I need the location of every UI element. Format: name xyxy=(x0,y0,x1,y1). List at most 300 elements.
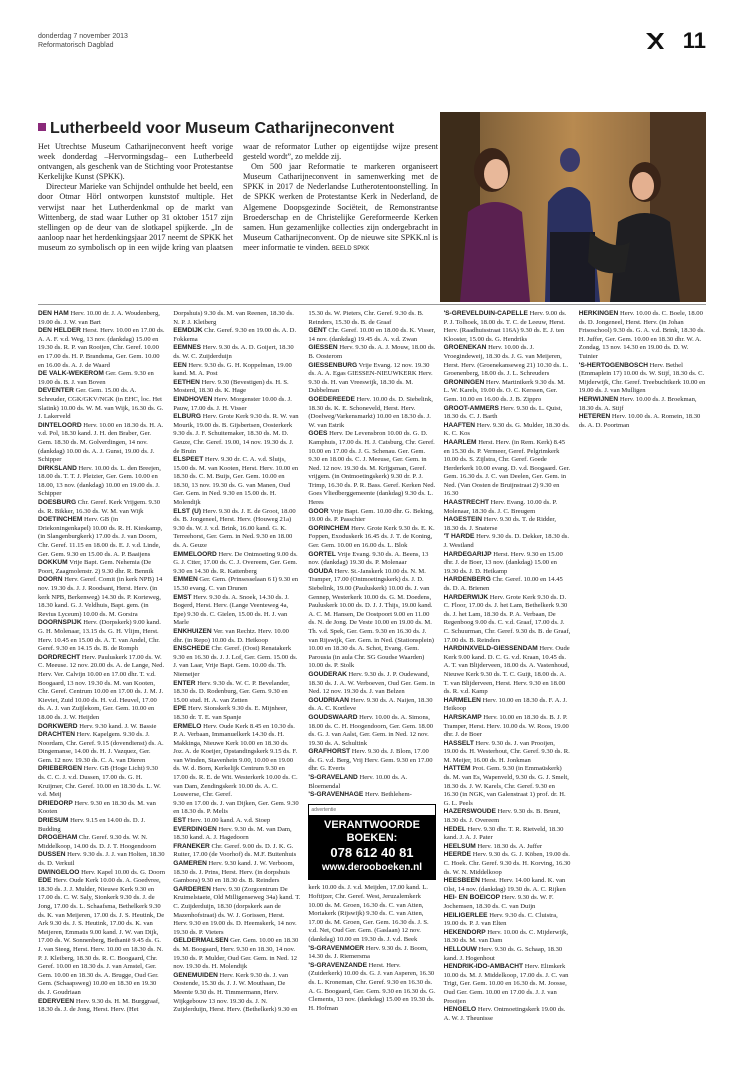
listing-place: DWINGELOO xyxy=(38,868,80,876)
listing-services: Chr. Geref. 10.00 en 14.45 ds. D. A. Brienen xyxy=(443,576,563,592)
listing-entry xyxy=(38,327,165,370)
page-number: 11 xyxy=(682,28,706,53)
listing-services: Vrije Bapt. Gem. 10.00 dhr. G. Beking, 19.00 ds. P. Passchier xyxy=(308,507,434,524)
listing-entry xyxy=(444,826,571,843)
listing-place: GORTEL xyxy=(308,550,336,558)
listing-place: GIESSENBURG xyxy=(308,361,358,369)
listing-entry xyxy=(444,594,571,646)
listing-entry xyxy=(38,516,165,559)
listing-place: EMST xyxy=(173,593,192,601)
listing-entry xyxy=(38,817,165,834)
listing-place: EEMNES xyxy=(173,344,202,352)
listing-services: Herv. 10.00 ds. D. Siebelink, 18.30 ds. K. E. Schoneveld, Herst. Herv. (Doelweg/Varkensmarkt) 10.00 en 18.30 ds. J. W. van Estrik xyxy=(308,395,433,429)
listing-services: Chr. Geref. 9.00 ds. D. J. K. G. Ruiter, 17.00 (de Voorhof) ds. M.F. Buitenhuis xyxy=(173,842,297,859)
listing-place: GORINCHEM xyxy=(308,524,350,532)
listing-entry xyxy=(173,379,300,396)
listing-services: Ver. van Rechtz. Herv. 10.00 dhr. (in Repo) 10.00 ds. D. Heikoop xyxy=(173,627,289,644)
listing-place: HEI- EN BOEICOP xyxy=(443,894,500,902)
listing-place: EINDHOVEN xyxy=(173,395,213,403)
article-paragraph: Directeur Marieke van Schijndel onthulde het beeld, een door Otmar Hörl ontworpen kunststof multiple. Het verwijst naar het Lutherdenkmal op de markt van Wittenberg, de stad waar Luther op 31 oktober 1517 zijn stellingen op de deur van de slotkapel spijkerde. „In de aanloop naar het herdenkingsjaar 2017 neemt de SPKK het museum zo symbolisch op in een wijde kring van plaatsen waar de reformator Luther op eigentijdse wijze present gesteld wordt”, zo meldde zij. xyxy=(38,142,438,252)
listing-services: Herv. St.-Janskerk 10.00 ds. N. M. Tramper, 17.00 (Ontmoetingskerk) ds. J. D. Siebelink, 19.00 (Pauluskerk) 10.00 ds. J. van Gennep, Westerkerk 10.00 ds. G. M. Doedens, Pauluskerk 10.00 ds. D. J. J. Thijs, 19.00 kand. A. C. M. Hansen, De Oostpoort 9.00 en 11.00 ds. N. de Jong. De Veste 10.00 en 19.00 ds. M. Th. v.d. Spek, Ger. Gem. 9.30 en 16.30 ds. J. van Rijswijk, Ger. Gem. in Ned. (Stationsplein) 10.00 en 18.30 ds. A. Schot, Evang. Gem. Parousia (in aula Chr. SG Goudse Waarden) 10.00 ds. P. Stolk xyxy=(308,567,435,670)
listing-entry xyxy=(444,843,571,852)
listing-place: HERKINGEN xyxy=(578,310,619,317)
listing-entry xyxy=(173,576,300,593)
listing-services: Chr. Geref. 9.30 en 19.00 ds. A. D. Fokkema xyxy=(173,327,297,343)
listing-place: HATTEM xyxy=(443,765,471,773)
listing-entry xyxy=(38,465,165,499)
listing-place: GOUDERAK xyxy=(308,670,347,678)
listing-place: HETEREN xyxy=(578,413,611,421)
listing-services: Herv. Morgenster 10.00 ds. J. Pauw, 17.00 ds. J. H. Visser xyxy=(173,395,292,412)
listing-services: Herv. 9.30 ds. B. Brunt, 18.30 ds. J. Overeem xyxy=(443,808,561,825)
listing-place: HARDERWIJK xyxy=(443,593,489,601)
listing-entry xyxy=(173,456,300,508)
article-photo xyxy=(440,112,706,302)
listing-place: HEDEL xyxy=(443,825,466,833)
listing-services: Herv. (Dorpskerk) 9.00 kand. G. H. Molenaar, 13.15 ds. G. H. Vlijm, Herst. Herv. 10.45 en 15.00 ds. A. T. van Andel, Chr. Geref. 9.30 en 14.15 ds. B. de Romph xyxy=(38,619,161,653)
listing-place: EVERDINGEN xyxy=(173,825,217,833)
listing-services: Herv. Oude Kerk 8.45 en 10.30 ds. P. A. Verbaan, Immanuelkerk 14.30 ds. H. Makkinga, Nieuwe Kerk 10.00 en 18.30 ds. Joz. A. de Koeijer, Opstandingskerk 9.15 ds. F. van Winden, Stavenhein 9.00, 10.00 en 19.00 ds. W. d. Born, Kerkelijk Centrum 9.30 en 17.00 ds. R. E. de Wit. Westerkerk 10.00 ds. C. van Dam, Zendingskerk 10.00 ds. A. C. Louwerse, Chr. Geref. xyxy=(173,722,298,799)
listing-entry xyxy=(308,774,435,791)
listing-place: DORDRECHT xyxy=(38,653,81,661)
listing-place: EEN xyxy=(173,361,187,369)
listing-services: Prot. Gem. 9.30 (in Emmaüskerk) ds. M. van Es, Wapenveld, 9.30 ds. G. J. Smelt, 18.30 ds. J. W. Karels, Chr. Geref. 9.30 en 16.30 (in NGK, van Galenstraat 1) prof. dr. H. G. L. Peels xyxy=(443,765,569,807)
listing-place: EMMEN xyxy=(173,576,198,584)
listing-entry xyxy=(444,963,571,1006)
article-body xyxy=(38,142,438,254)
listing-place: EDE xyxy=(38,877,52,885)
listing-entry xyxy=(579,396,706,413)
listing-services: Herv. 9.30 ds. J. Blom, 17.00 ds. G. v.d. Berg, Vrij Herv. Gem. 9.30 en 17.00 dhr. G. Everts xyxy=(308,748,433,773)
listing-entry xyxy=(444,379,571,405)
paper-logo-icon xyxy=(644,30,666,52)
listing-entry xyxy=(444,533,571,550)
listing-place: GRAFHORST xyxy=(308,748,351,756)
listing-entry xyxy=(579,310,706,362)
listing-services: Chr. Geref. 9.30 ds. W. N. Middelkoop, 14.00 ds. D. J. T. Hoogendoorn xyxy=(38,834,157,850)
listing-services: Herv. 9.30 ds. A. D. Goijert, 18.30 ds. W. C. Zuijderduijn xyxy=(173,344,294,360)
listing-place: HAARLEM xyxy=(443,438,477,446)
listing-entry xyxy=(444,516,571,533)
listing-entry xyxy=(308,945,435,962)
listing-entry xyxy=(38,576,165,619)
listing-entry xyxy=(38,800,165,817)
listing-services: Herv. Bethlehem- xyxy=(364,791,412,799)
listing-entry xyxy=(38,499,165,516)
listing-entry xyxy=(444,439,571,499)
listing-services: Ger. Gem. (Prinsesselaan 6 I) 9.30 en 15.30 evang. C. van Drunen xyxy=(173,576,299,592)
listing-services: Chr. Geref. (Oost) Renatakerk 9.30 en 16.30 ds. J. J. Lof, Ger. Gem. 15.00 ds. J. van Laar, Vrije Bapt. Gem. 10.00 ds. Th. Niemeijer xyxy=(173,645,298,678)
listing-entry xyxy=(173,551,300,577)
listing-services: Herv. Kapelgem. 9.30 ds. J. Noordam, Chr. Geref. 9.15 (dovendienst) ds. A. Dingemanse, 14.00 ds. H. J. Vazquez, Ger. Gem. 12 nov. 19.30 ds. C. A. van Dieren xyxy=(38,731,164,764)
ad-label: advertentie xyxy=(309,805,434,816)
listing-place: GRONINGEN xyxy=(443,378,485,386)
listing-services: Herv. 10.00 ds. C. Mijderwijk, 18.30 ds. M. van Dam xyxy=(443,928,569,945)
listing-entry xyxy=(38,654,165,723)
listing-services: Herst. Herv. (in Rem. Kerk) 8.45 en 15.30 ds. P. Vermeer, Geref. Pelgrimkerk 10.00 ds. S. Zijlstra, Chr. Geref. Goede Herderkerk 10.00 evang. D. v.d. Boogaard. Ger. Gem. 16.30 ds. J. C. van Deelen, Ger. Gem. in Ned. (Van Oosten de Bruijnstraat 2) 9.30 en 16.30 xyxy=(443,438,571,498)
listing-entry xyxy=(173,413,300,456)
listing-entry xyxy=(444,310,571,344)
listing-services: Herv. 10.00 ds. A. Romein, 18.30 ds. A. D. Poortman xyxy=(578,413,701,429)
listing-place: ELSPEET xyxy=(173,456,204,464)
listing-place: HARSKAMP xyxy=(443,713,482,721)
listing-entry xyxy=(173,705,300,722)
listing-services: Herv. Pauluskerk 17.00 ds. W. C. Meeuse. 12 nov. 20.00 ds. A. de Lange, Ned. Herv. Ver. Calvijn 10.00 en 17.00 dhr. T. v.d. Boogaard, 13 nov. 19.30 ds. M. van Kooten, Chr. Geref. Centrum 10.00 en 17.00 ds. J. M. J. Kieviet, Zuid 10.00 ds. H. v.d. Heuvel, 17.00 ds. A. J. van Zuijlekom, Ger. Gem. 10.00 en 18.00 ds. J. W. Heijden xyxy=(38,653,165,721)
listing-entry xyxy=(308,396,435,430)
listing-entry xyxy=(444,576,571,593)
listing-place: FRANEKER xyxy=(173,842,210,850)
listing-entry xyxy=(173,843,300,860)
listing-services: Herv. Evang. 10.00 ds. P. Molenaar, 18.30 ds. J. C. Breugem xyxy=(443,499,558,515)
listing-services: Herv. 9.30 kand. J. W. Verboom, 18.30 ds. J. Prins, Herst. Herv. (in dorpshuis Gambora) 9.30 en 18.30 ds. B. Reinders xyxy=(173,860,295,885)
listing-services: Herv. 10.00 en 18.30 ds. F. A. J. Heikoop xyxy=(443,696,567,713)
listing-place: HARDEGARIJP xyxy=(443,550,492,558)
listing-services: Herv. 9.30 dhr. T. R. Rietveld, 18.30 kand. J. A. J. Pater xyxy=(443,825,564,842)
listing-place: HEKENDORP xyxy=(443,928,486,936)
listing-services: Herv. GB (in Driekoningenkapel) 10.00 ds. R. H. Kieskamp, (in Slangenburgkerk) 17.00 ds. J. van Doorn, Chr. Geref. 11.15 en 18.00 ds. E. J. v.d. Linde, Ger. Gem. 9.30 en 15.00 ds. A. P. Baaijens xyxy=(38,516,163,558)
listing-place: DROGEHAM xyxy=(38,834,78,842)
listing-services: Ger. Gem. 10.00 en 18.30 ds. M. Boogaard, Herv. 9.30 en 18.30, 14 nov. 19.30 ds. P. Mulder, Oud Ger. Gem. in Ned. 12 nov. 19.30 ds. H. Molendijk xyxy=(173,937,299,971)
listing-entry xyxy=(308,884,435,944)
ad-url: www.derooboeken.nl xyxy=(321,862,423,874)
listing-place: HENDRIK-IDO-AMBACHT xyxy=(443,963,524,971)
listing-entry xyxy=(444,765,571,808)
listing-entry xyxy=(308,671,435,697)
listing-entry xyxy=(38,834,165,851)
listing-place: HARDINXVELD-GIESSENDAM xyxy=(443,645,538,653)
listing-place: EST xyxy=(173,817,187,825)
listing-place: GOUDSWAARD xyxy=(308,713,358,721)
article-headline xyxy=(38,120,428,138)
listing-place: GOUDRIAAN xyxy=(308,696,350,704)
listing-place: HAASTRECHT xyxy=(443,499,489,507)
listing-services: Herv. GB (Hoge Licht) 9.30 ds. C. C. J. v.d. Dussen, 17.00 ds. G. H. Kruijmer, Chr. Geref. 10.00 en 18.30 ds. L. W. v.d. Meij xyxy=(38,765,161,799)
listing-services: Herv. 9.00 ds. P. J. Tolhoek, 18.00 ds. T. C. de Leeuw, Herst. Herv. (Raadhuisstraat 116A) 9.30 ds. E. J. ten Klooster, 15.00 ds. G. Hendriks xyxy=(443,310,567,343)
masthead xyxy=(38,28,706,54)
listing-services: Vrije Evang. 12 nov. 19.30 ds. A. A. Egas GIESSEN-NIEUWKERK Herv. 9.30 ds. H. van Vreeswijk, 18.30 ds. M. Dubbelman xyxy=(308,361,433,395)
listing-services: Herv. 9.30 ds. T. de Ridder, 18.30 ds. J. Snaterse xyxy=(443,516,557,532)
listing-services: Herv. 9.30 ds. G. Schaap, 18.30 kand. J. Hogenhout xyxy=(443,945,563,962)
listing-services: Herst. Herv. 9.30 en 15.00 dhr. J. de Boer, 13 nov. (dankdag) 15.00 en 19.30 ds. J. D. Heikamp xyxy=(443,550,563,575)
listing-place: 'S-HERTOGENBOSCH xyxy=(578,361,648,369)
listing-place: ENSCHEDE xyxy=(173,645,210,653)
listing-entry xyxy=(444,946,571,963)
listing-services: Herv. 9.30 ds. G. Mulder, 18.30 ds. K. C. Kos xyxy=(443,421,570,438)
listing-place: HAZERSWOUDE xyxy=(443,808,496,816)
listing-place: GROENEKAN xyxy=(443,344,487,352)
listing-entry xyxy=(173,344,300,361)
listing-place: HEILIGERLEE xyxy=(443,911,488,919)
listing-entry xyxy=(308,508,435,525)
listing-place: 'S-GRAVENMOER xyxy=(308,944,365,952)
listing-services: Herv. 9.30 ds. L. Quist, 18.30 ds. C. J. Barth xyxy=(443,404,563,421)
listing-entry xyxy=(444,422,571,439)
listing-services: kerk 10.00 ds. J. v.d. Meijden, 17.00 kand. L. Hoftijzer, Chr. Geref. West, Jeruzalemkerk 10.00 ds. M. Groen, 16.30 ds. C. van Atten, Moriakerk (Rijswijk) 9.30 ds. C. van Atten, 17.00 ds. M. Groen, Ger. Gem. 16.30 ds. J. S. v.d. Net, Oud Ger. Gem. (Gaslaan) 12 nov. (dankdag) 10.00 en 19.30 ds. J. v.d. Beek xyxy=(308,884,429,943)
listing-entry xyxy=(308,791,435,800)
listing-entry xyxy=(444,851,571,877)
listing-services: Herv. 10.00 ds. C. Boele, 18.00 ds. D. Jongeneel, Herst. Herv. (in Johan Frisoschool) 9.30 ds. G. A. v.d. Brink, 18.30 ds. H. Juffer, Ger. Gem. 10.00 en 18.30 dhr. W. A. Zondag, 13 nov. 14.30 en 19.00 ds. D. W. Tuinier xyxy=(578,310,705,360)
listing-place: HEELSUM xyxy=(443,842,476,850)
listing-entry xyxy=(173,327,300,344)
listing-place: DOKKUM xyxy=(38,559,68,567)
listing-entry xyxy=(444,877,571,894)
listing-entry xyxy=(38,619,165,653)
listing-entry xyxy=(38,851,165,868)
listing-services: Chr. Geref. Kerk Vrijgem. 9.30 ds. R. Bikker, 16.30 ds. W. M. van Wijk xyxy=(38,499,161,515)
listing-place: DORKWERD xyxy=(38,722,78,730)
listing-services: Herv. Grote Kerk 9.30 ds. E. K. Foppen, Exoduskerk 16.45 ds. J. T. de Koning, Ger. Gem. 10.00 en 16.00 ds. L. Blok xyxy=(308,524,435,550)
listing-place: ERMELO xyxy=(173,722,202,730)
listing-place: EETHEN xyxy=(173,378,200,386)
listing-place: GENT xyxy=(308,327,327,335)
listing-place: 'T HARDE xyxy=(443,533,475,541)
listing-place: HARMELEN xyxy=(443,696,481,704)
listing-services: Herv. 9.30 ds. W. F. Jochemsen, 18.30 ds. C. van Duijn xyxy=(443,894,554,910)
listing-entry xyxy=(444,912,571,929)
listing-services: Herv. 9.30 ds. G. H. Koppelman, 19.00 kand. M. A. Post xyxy=(173,361,292,378)
listing-services: Herv. Martinikerk 9.30 ds. M. L. W. Karels, 19.00 ds. O. C. Kerssen, Ger. Gem. 10.00 en 16.00 ds. J. B. Zippro xyxy=(443,378,565,403)
listing-services: Herv. Kapel 10.00 ds. G. Doorn xyxy=(81,868,166,876)
listing-entry xyxy=(38,387,165,421)
listing-services: Herv. 9.30 ds. D. Dekker, 18.30 ds. J. Westland xyxy=(443,533,569,550)
headline-text: Lutherbeeld voor Museum Catharijneconvent xyxy=(50,120,395,137)
listing-services: Herv. 10.00 ds. L. den Breejen, 18.00 ds. T. T. J. Pleizier, Ger. Gem. 10.00 en 18.00, 13 nov. (dankdag) 10.00 en 19.00 ds. J. Schipper xyxy=(38,464,161,498)
listing-services: Herv. 9.30 ds. J. E. de Groot, 18.00 ds. B. Jongeneel, Herst. Herv. (Houweg 21a) 9.30 ds. W. J. v.d. Brink, 16.00 kand. G. K. Terreehorst, Ger. Gem. in Ned. 9.30 en 18.00 ds. A. Geuze xyxy=(173,507,296,550)
listing-entry xyxy=(173,860,300,886)
listing-place: HARDENBERG xyxy=(443,576,491,584)
listing-services: Chr. Geref. 10.00 en 18.00 ds. K. Visser, 14 nov. (dankdag) 19.45 ds. A. v.d. Zwan xyxy=(308,327,436,343)
listing-entry xyxy=(38,422,165,465)
listing-place: GOOR xyxy=(308,507,329,515)
listing-place: DINTELOORD xyxy=(38,421,82,429)
listing-place: DOORNSPIJK xyxy=(38,619,82,627)
listing-entry xyxy=(444,344,571,378)
issue-date: donderdag 7 november 2013 xyxy=(38,33,128,40)
listing-place: HASSELT xyxy=(443,739,474,747)
listing-place: DEVENTER xyxy=(38,387,74,395)
listing-entry xyxy=(308,714,435,748)
listing-services: Herv. 10.00 ds. A. Bloemendal xyxy=(308,774,408,790)
listing-services: Herv. 9.30 ds. J. Boom, 14.30 ds. J. Riemersma xyxy=(308,944,428,961)
listing-services: Herv. 18.30 ds. A. Juffer xyxy=(477,842,543,850)
listing-place: 'S-GREVELDUIN-CAPELLE xyxy=(443,310,528,317)
listing-entry xyxy=(308,748,435,774)
listing-services: Herv. 9.30 kand. J. W. Bassie xyxy=(79,722,157,730)
listing-place: HERWIJNEN xyxy=(578,395,619,403)
article-paragraph xyxy=(243,162,438,254)
listing-entry xyxy=(444,1006,571,1023)
listing-entry xyxy=(308,430,435,507)
listing-entry xyxy=(38,731,165,765)
listing-place: HAAFTEN xyxy=(443,421,476,429)
listing-place: DE VALK-WEKEROM xyxy=(38,370,104,378)
ad-phone: 078 612 40 81 xyxy=(330,845,414,861)
listing-services: Herv. 10.00 en 18.30 ds. B. J. P. Tramper, Herst. Herv. 10.00 ds. W. Roos, 19.00 dhr. J. de Boer xyxy=(443,713,569,739)
listing-entry xyxy=(173,628,300,645)
listing-services: Herv. Oude Kerk 9.00 kand. D. C. G. v.d. Kraan, 10.45 ds. A. T. van Blijderveen, 18.00 ds. A. Vastenhoud, Nieuwe Kerk 9.30 ds. T. C. Guijt, 18.00 ds. A. T. van Blijderveen, Herst. Herv. 9.30 en 18.00 ds. R. v.d. Kamp xyxy=(443,645,570,696)
listing-place: EPE xyxy=(173,705,187,713)
listing-entry xyxy=(308,568,435,671)
listing-entry xyxy=(173,826,300,843)
listing-entry xyxy=(38,723,165,732)
listing-place: 'S-GRAVELAND xyxy=(308,774,358,782)
listing-entry xyxy=(308,525,435,551)
listing-services: Herv. 10.00 ds. J. Broekman, 18.30 ds. A. Stijf xyxy=(578,395,697,412)
listing-entry xyxy=(38,765,165,799)
listing-place: GELDERMALSEN xyxy=(173,937,229,945)
listing-services: Herv. 10.00 kand. A. v.d. Stoep xyxy=(187,817,271,825)
listing-place: GAMEREN xyxy=(173,860,207,867)
listing-entry xyxy=(308,362,435,396)
listing-services: Ger. Gem. 15.00 ds. A. Schreuder, CGK/GKV/NGK (in EHC, loc. Het Slatink) 10.00 ds. W. M. van Wijk, 16.30 ds. G. J. Lakerveld xyxy=(38,387,164,421)
listing-place: DEN HAM xyxy=(38,310,69,317)
listing-place: 'S-GRAVENHAGE xyxy=(308,791,364,799)
listing-place: ELST (U) xyxy=(173,507,202,515)
listing-services: Herv. Geref. Comit (in kerk NPB) 14 nov. 19.30 ds. J. J. Roodsant, Herst. Herv. (in kerk NPB, Berkenweg) 14.30 ds. P. Korteweg, 18.30 kand. G. J. Veldhuis, Bapt. gem. (in Revius Lyceum) 10.00 ds. M. Gorsira xyxy=(38,576,163,618)
listing-place: DRIEBERGEN xyxy=(38,765,82,773)
listing-services: Herv. 9.15 en 14.00 ds. D. J. Budding xyxy=(38,817,146,833)
listing-entry xyxy=(444,645,571,697)
listing-services: Herv. 9.30 ds. J. P. Oudewand, 18.30 ds. J. A. W. Verboeven, Oud Ger. Gem. in Ned. 12 nov. 19.30 ds. J. van Belzen xyxy=(308,670,435,696)
listing-place: DIRKSLAND xyxy=(38,464,77,472)
listing-entry xyxy=(444,808,571,825)
listing-services: Herv. Ontmoetingskerk 19.00 ds. A. W. J. Theunisse xyxy=(443,1006,566,1022)
listing-services: Herv. De Ontmoeting 9.00 ds. G. J. Ctter, 17.00 ds. C. J. Overeem, Ger. Gem. 9.30 en 14.30 ds. R. Kattenberg xyxy=(173,550,298,575)
listing-entry xyxy=(444,405,571,422)
article-paragraph-text: Om 500 jaar Reformatie te markeren organiseert Museum Catharijneconvent in samenwerking met de SPKK in 2017 de Nederlandse Lutherotentoonstelling. In de SPKK werken de Protestantse Kerk in Nederland, de Algemene Doopsgezinde Sociëteit, de Remonstrantse Broederschap en de Christelijke Gereformeerde Kerken samen. Hun gezamenlijke collecties zijn ondergebracht in Museum Catharijneconvent. Op de nieuwe site SPKK.nl is meer informatie te vinden. xyxy=(243,162,438,252)
listing-entry xyxy=(173,362,300,379)
listing-place: GOUDA xyxy=(308,567,333,575)
listing-services: Herv. Grote Kerk 9.30 ds. R. W. van Mourik, 19.00 ds. B. Gijsbertsen, Oosterkerk 9.30 ds. J. F. Schuitemaker, 18.30 ds. M. D. Geuze, Chr. Geref. 19.00, 14 nov. 19.30 ds. J. de Bruin xyxy=(173,413,299,455)
listing-entry xyxy=(173,594,300,628)
listing-services: Herst. Herv. (Zuiderkerk) 10.00 ds. G. J. van Asperen, 16.30 ds. L. Kroneman, Chr. Geref. 9.30 en 16.30 ds. A. G. Boogaard, Ger. Gem. 9.30 en 16.30 ds. G. Clements, 13 nov. (dankdag) 15.00 en 19.30 ds. H. Hofman xyxy=(308,961,436,1012)
listing-place: DOETINCHEM xyxy=(38,516,83,524)
listing-services: Herv. De Levensbron 10.00 ds. G. D. Kamphuis, 17.00 ds. H. J. Catsburg, Chr. Geref. 10.00 en 17.00 ds. J. G. Schenau. Ger. Gem. 9.30 en 18.00 ds. C. J. Meeuse, Ger. Gem. in Ned. 12 nov. 19.30 ds. M. Krijgsman, Geref. vrijgem. (in Ontmoetingskerk) 9.30 dr. P. J. Trimp, 16.30 ds. P. R. Bass. Geref. Kerken Ned. Goes Vliedberggemeente (dankdag) 9.30 ds. L. Heres xyxy=(308,430,436,507)
listing-services: Herv. 9.30 ds. J. van Prooijen, 19.00 ds. H. Westerhout, Chr. Geref. 9.30 ds. R. M. Meijer, 16.00 ds. H. Jonkman xyxy=(443,739,570,764)
listing-services: Herv. 9.30 ds. W. C. P. Bevelander, 18.30 ds. D. Rodenburg, Ger. Gem. 9.30 en 15.00 stud. H. A. van Zetten xyxy=(173,679,290,704)
listing-entry xyxy=(38,370,165,387)
listing-services: Herv. 9.30 ds. J. J. van Holten, 18.30 ds. D. Verkuil xyxy=(38,851,165,867)
advertisement[interactable] xyxy=(308,804,435,881)
listing-entry xyxy=(173,800,300,817)
listing-entry xyxy=(308,697,435,714)
listing-entry xyxy=(173,508,300,551)
listing-place: GENEMUIDEN xyxy=(173,971,218,979)
listing-services: Vrije Bapt. Gem. Nehemia (De Poort, Zaagmolenstr. 2) 9.30 dhr. R. Bennik xyxy=(38,559,154,575)
listing-entry xyxy=(173,680,300,706)
listing-place: DOORN xyxy=(38,576,63,584)
listing-entry xyxy=(444,697,571,714)
listing-place: HAGESTEIN xyxy=(443,516,483,524)
listing-place: HEESBEEN xyxy=(443,877,480,885)
listing-entry xyxy=(308,551,435,568)
listing-place: GOES xyxy=(308,430,328,438)
listing-services: Herv. Kerk 9.30 ds. J. van Oostende, 15.30 ds. J. J. W. Mouthaan, De Meente 9.30 ds. H. Timmermann, Herv. Wijkgebouw 13 nov. 19.30 ds. J. N. Zuijderduijn, Herst. Herv. (Bethelkerk) 9.30 en 15.30 ds. W. Pieters, Chr. Geref. 9.30 ds. B. Reinders, 15.30 ds. B. de Graaf xyxy=(173,310,424,1014)
listing-services: Ger. Gem. 9.30 en 19.00 ds. B. J. van Boven xyxy=(38,370,154,386)
listing-place: 'S-GRAVENZANDE xyxy=(308,961,367,969)
paper-name: Reformatorisch Dagblad xyxy=(38,42,114,49)
listing-entry xyxy=(173,886,300,938)
listing-place: ENKHUIZEN xyxy=(173,627,212,635)
listing-services: Herv. 9.30 dr. C. A. v.d. Sluijs, 15.00 ds. M. van Kooten, Herst. Herv. 10.00 en 18.30 ds. C. M. Buijs, Ger. Gem. 10.00 en 18.30, 13 nov. 19.30 ds. G. van Manen, Oud Ger. Gem. in Ned. 9.30 en 15.00 ds. H. Molendijk xyxy=(173,456,299,507)
headline-bullet-icon xyxy=(38,123,46,131)
photo-credit: BEELD SPKK xyxy=(331,245,370,252)
listing-entry xyxy=(38,559,165,576)
listing-place: GOEDEREEDE xyxy=(308,395,355,403)
listing-place: ENTER xyxy=(173,679,196,687)
listing-services: Herv. 10.00 ds. J. Vroegindeweij, 18.30 ds. J. G. van Meijeren, Herst. Herv. (Groenekanseweg 21) 10.30 ds. L. Groenenberg, 18.00 ds. J. L. Schreuders xyxy=(443,344,569,378)
listing-services: Herv. 9.30 en 18.30 ds. M. van Kooten xyxy=(38,799,156,816)
listing-place: ELBURG xyxy=(173,413,202,421)
listing-entry xyxy=(38,869,165,878)
listing-entry xyxy=(173,645,300,679)
listing-entry xyxy=(173,723,300,800)
listing-services: Herv. 9.30 ds. A. J. Mouw, 18.00 ds. B. Oosterom xyxy=(308,344,436,360)
listing-entry xyxy=(308,962,435,1014)
listing-entry xyxy=(38,310,165,327)
listing-place: HENGELO xyxy=(443,1006,477,1014)
listing-services: Herv. 9.30 ds. A. Naijen, 18.30 ds. A. C. Kortleve xyxy=(308,696,433,713)
listing-services: Herv. Grote Kerk 9.30 ds. D. C. Floor, 17.00 ds. J. het Lam, Bethelkerk 9.30 ds. J. het Lam, 18.30 ds. P. A. Verbaan, De Regenboog 9.00 ds. C. v.d. Graaf, 17.00 ds. J. C. Schuurman, Chr. Geref. 9.30 ds. B. de Graaf, 17.00 ds. B. Reinders xyxy=(443,593,571,644)
listing-entry xyxy=(579,362,706,396)
listing-entry xyxy=(173,817,300,826)
listing-place: DRIEDORP xyxy=(38,799,73,807)
listing-place: DUSSEN xyxy=(38,851,66,859)
ad-title: VERANTWOORDE BOEKEN: xyxy=(323,819,420,845)
listing-entry xyxy=(38,877,165,997)
listing-entry xyxy=(579,413,706,430)
listing-place: DRIESUM xyxy=(38,817,69,825)
listing-services: Vrije Evang. 9.30 ds. A. Beens, 13 nov. (dankdag) 19.30 ds. P. Molenaar xyxy=(308,550,429,567)
listing-place: HELLOUW xyxy=(443,945,477,953)
article-paragraph: Het Utrechtse Museum Catharijneconvent heeft vorige week donderdag –Hervormingsdag– een Lutherbeeld ontvangen, als geschenk van de Stichting voor Protestantse Kerkelijke Kunst (SPKK). xyxy=(38,142,233,182)
listing-services: Herv. 9.30 (Zorgcentrum De Kruimelstaete, Old Milligenseweg 34a) kand. T. C. Zuijderduijn, 18.30 (dorpskerk aan de Mazenhofstraat) ds. W. J. Gorissen, Herst. Herv. 9.30 en 19.00 ds. D. Heemskerk, 14 nov. 19.30 ds. P. Vieters xyxy=(173,885,301,936)
listing-entry xyxy=(444,929,571,946)
listing-entry xyxy=(308,344,435,361)
listing-place: EEMDIJK xyxy=(173,327,203,335)
listing-services: Herv. Sionskerk 9.30 ds. E. Mijnheer, 18.30 dr. T. E. van Spanje xyxy=(173,705,288,721)
listing-services: Herv. 10.00 dr. J. A. Woudenberg, 19.00 ds. J. W. van Bart xyxy=(38,310,160,326)
listing-entry xyxy=(444,714,571,740)
listing-place: GARDEREN xyxy=(173,885,211,893)
listing-entry xyxy=(173,937,300,971)
listing-place: HEERDE xyxy=(443,851,472,859)
listing-services: Herst. Herv. 14.00 kand. K. van Olst, 14 nov. (dankdag) 19.30 ds. A. C. Rijken xyxy=(443,877,566,893)
church-service-listings xyxy=(38,310,706,1030)
listing-services: Herv. 9.30 ds. C. Cluistra, 19.00 ds. P. J. van Elten xyxy=(443,911,558,928)
listing-place: DRACHTEN xyxy=(38,731,75,739)
listing-place: DEN HELDER xyxy=(38,327,81,335)
listing-place: GIESSEN xyxy=(308,344,338,352)
listing-entry xyxy=(444,740,571,766)
listing-services: Herv. 9.30 ds. A. Snoek, 14.30 ds. J. Bogerd, Herst. Herv. (Lange Veenteweg 4a, Epe) 9.30 ds. C. Gielen, 15.00 ds. H. J. van Marle xyxy=(173,593,289,627)
listing-services: 9.30 en 17.00 ds. J. van Dijken, Ger. Gem. 9.30 en 18.30 ds. P. Melis xyxy=(173,799,299,816)
listing-entry xyxy=(308,327,435,344)
listing-services: Herv. 9.30 ds. H. M. Burggraaf, 18.30 ds. J. de Jong, Herst. Herv. (Het Dorpshuis) 9.30 ds. M. van Reenen, 18.30 ds. N. P. J. Kleiberg xyxy=(38,310,294,1014)
section-divider xyxy=(38,304,706,305)
listing-services: Herv. 9.30 ds. G. J. Köben, 19.00 ds. C. Hoek. Chr. Geref. 9.30 ds. H. Korving, 16.30 ds. W. N. Middelkoop xyxy=(443,851,571,876)
listing-services: Herv. 9.30 (Bevestigen) ds. H. S. Mosterd, 18.30 ds. K. Hage xyxy=(173,378,289,395)
listing-services: Herv. Bethel (Emmaplein 17) 10.00 ds. W. Stijf, 18.30 ds. C. Mijderwijk, Chr. Geref. Treebuchtkerk 10.00 en 19.00 ds. J. van Mulligen xyxy=(578,361,706,395)
listing-place: GROOT-AMMERS xyxy=(443,404,499,412)
listing-place: DOESBURG xyxy=(38,499,77,507)
listing-services: Herv. 10.00 ds. A. Simons, 18.00 ds. C. H. Hoogendoorn, Ger. Gem. 18.00 ds. G. J. van Aalst, Ger. Gem. in Ned. 12 nov. 19.30 ds. A. Schultink xyxy=(308,713,434,747)
listing-place: EMMELOORD xyxy=(173,550,217,558)
listing-entry xyxy=(173,396,300,413)
listing-services: Herv. 9.30 ds. M. van Dam, 18.30 kand. A. J. Hagedoorn xyxy=(173,825,292,842)
listing-entry xyxy=(444,894,571,911)
listing-place: EDERVEEN xyxy=(38,997,75,1005)
